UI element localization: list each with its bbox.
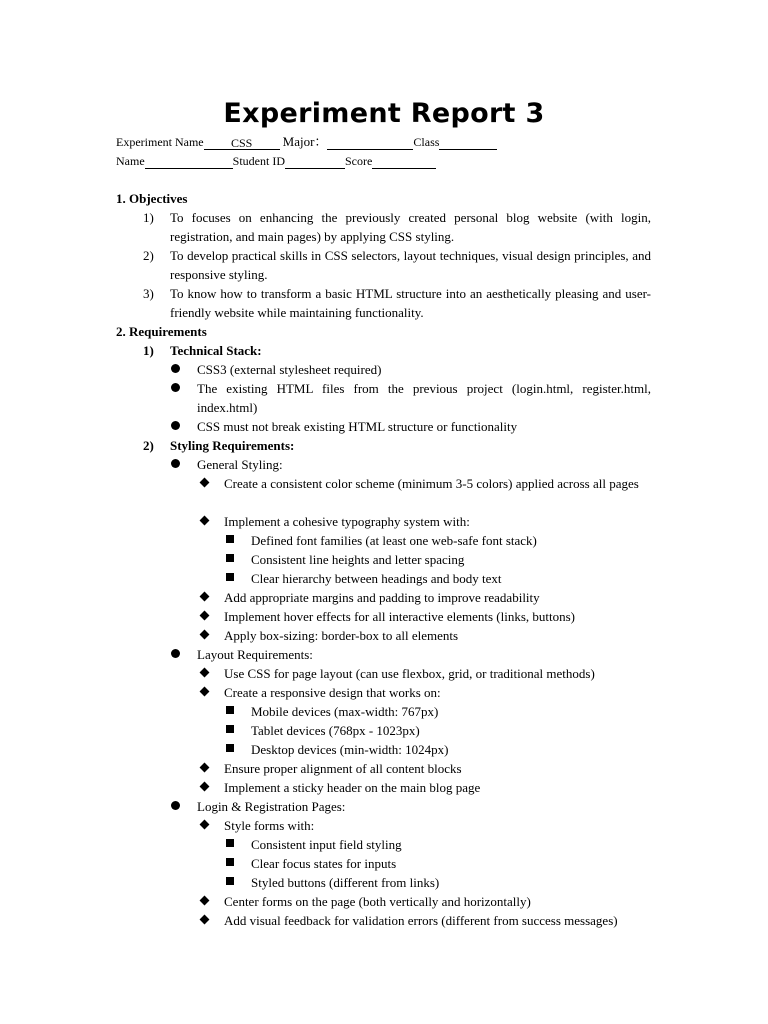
bullet-diamond-icon [200, 896, 210, 906]
experiment-name-field: CSS [204, 135, 280, 150]
general-styling-item: Create a consistent color scheme (minimum 3-5 colors) applied across all pages [224, 476, 639, 491]
objectives-heading: 1. Objectives [116, 191, 188, 206]
report-title: Experiment Report 3 [223, 98, 545, 129]
tech-stack-number: 1) [143, 343, 154, 358]
header-row-2 [116, 153, 436, 169]
tech-stack-item: CSS3 (external stylesheet required) [197, 362, 382, 377]
typography-item: Defined font families (at least one web-safe font stack) [251, 533, 537, 548]
layout-req-label: Layout Requirements: [197, 647, 313, 662]
student-id-label: Student ID [232, 154, 285, 168]
device-item: Mobile devices (max-width: 767px) [251, 704, 439, 719]
layout-req-item: Ensure proper alignment of all content blocks [224, 761, 462, 776]
class-field [439, 135, 497, 150]
styling-req-number: 2) [143, 438, 154, 453]
bullet-square-icon [226, 535, 234, 543]
bullet-square-icon [226, 706, 234, 714]
bullet-diamond-icon [200, 630, 210, 640]
typography-item: Consistent line heights and letter spacing [251, 552, 465, 567]
tech-stack-item: CSS must not break existing HTML structure or functionality [197, 419, 518, 434]
class-label: Class [413, 135, 440, 149]
general-styling-label: General Styling: [197, 457, 283, 472]
bullet-square-icon [226, 877, 234, 885]
bullet-dot-icon [171, 459, 180, 468]
student-id-field [285, 154, 345, 169]
form-style-item: Consistent input field styling [251, 837, 402, 852]
objective-text: To know how to transform a basic HTML structure into an aesthetically pleasing and user-friendly website while maintaining functionality. [170, 286, 651, 320]
bullet-diamond-icon [200, 763, 210, 773]
bullet-dot-icon [171, 801, 180, 810]
general-styling-item: Apply box-sizing: border-box to all elements [224, 628, 459, 643]
login-pages-item: Add visual feedback for validation errors (different from success messages) [224, 913, 618, 928]
tech-stack-item: The existing HTML files from the previous project (login.html, register.html, index.html) [197, 381, 651, 415]
bullet-square-icon [226, 573, 234, 581]
objective-text: To focuses on enhancing the previously created personal blog website (with login, registration, and main pages) by applying CSS styling. [170, 210, 651, 244]
bullet-diamond-icon [200, 687, 210, 697]
general-styling-item: Implement hover effects for all interactive elements (links, buttons) [224, 609, 576, 624]
bullet-diamond-icon [200, 820, 210, 830]
name-label: Name [116, 154, 145, 168]
bullet-diamond-icon [200, 592, 210, 602]
tech-stack-label: Technical Stack: [170, 343, 262, 358]
bullet-diamond-icon [200, 516, 210, 526]
objective-number: 2) [143, 248, 154, 263]
header-row-1 [116, 134, 497, 150]
form-style-item: Clear focus states for inputs [251, 856, 397, 871]
layout-req-item: Implement a sticky header on the main blog page [224, 780, 481, 795]
bullet-dot-icon [171, 364, 180, 373]
bullet-dot-icon [171, 421, 180, 430]
styling-req-label: Styling Requirements: [170, 438, 295, 453]
bullet-dot-icon [171, 649, 180, 658]
device-item: Tablet devices (768px - 1023px) [251, 723, 420, 738]
experiment-name-label: Experiment Name [116, 135, 204, 149]
login-pages-item: Center forms on the page (both vertically and horizontally) [224, 894, 531, 909]
objective-number: 1) [143, 210, 154, 225]
layout-req-item: Use CSS for page layout (can use flexbox, grid, or traditional methods) [224, 666, 595, 681]
objective-number: 3) [143, 286, 154, 301]
login-pages-label: Login & Registration Pages: [197, 799, 346, 814]
form-style-item: Styled buttons (different from links) [251, 875, 440, 890]
bullet-square-icon [226, 839, 234, 847]
major-field [327, 135, 413, 150]
bullet-diamond-icon [200, 478, 210, 488]
objective-text: To develop practical skills in CSS selectors, layout techniques, visual design principles, and responsive styling. [170, 248, 651, 282]
score-label: Score [345, 154, 373, 168]
score-field [372, 154, 436, 169]
device-item: Desktop devices (min-width: 1024px) [251, 742, 449, 757]
bullet-square-icon [226, 554, 234, 562]
bullet-square-icon [226, 725, 234, 733]
major-label: Major： [282, 134, 328, 149]
typography-item: Clear hierarchy between headings and body text [251, 571, 502, 586]
general-styling-item: Add appropriate margins and padding to improve readability [224, 590, 540, 605]
bullet-square-icon [226, 858, 234, 866]
bullet-diamond-icon [200, 915, 210, 925]
name-field [145, 154, 233, 169]
bullet-diamond-icon [200, 611, 210, 621]
requirements-heading: 2. Requirements [116, 324, 207, 339]
bullet-diamond-icon [200, 668, 210, 678]
login-pages-item: Style forms with: [224, 818, 315, 833]
general-styling-item: Implement a cohesive typography system with: [224, 514, 470, 529]
layout-req-item: Create a responsive design that works on: [224, 685, 441, 700]
bullet-square-icon [226, 744, 234, 752]
bullet-dot-icon [171, 383, 180, 392]
bullet-diamond-icon [200, 782, 210, 792]
